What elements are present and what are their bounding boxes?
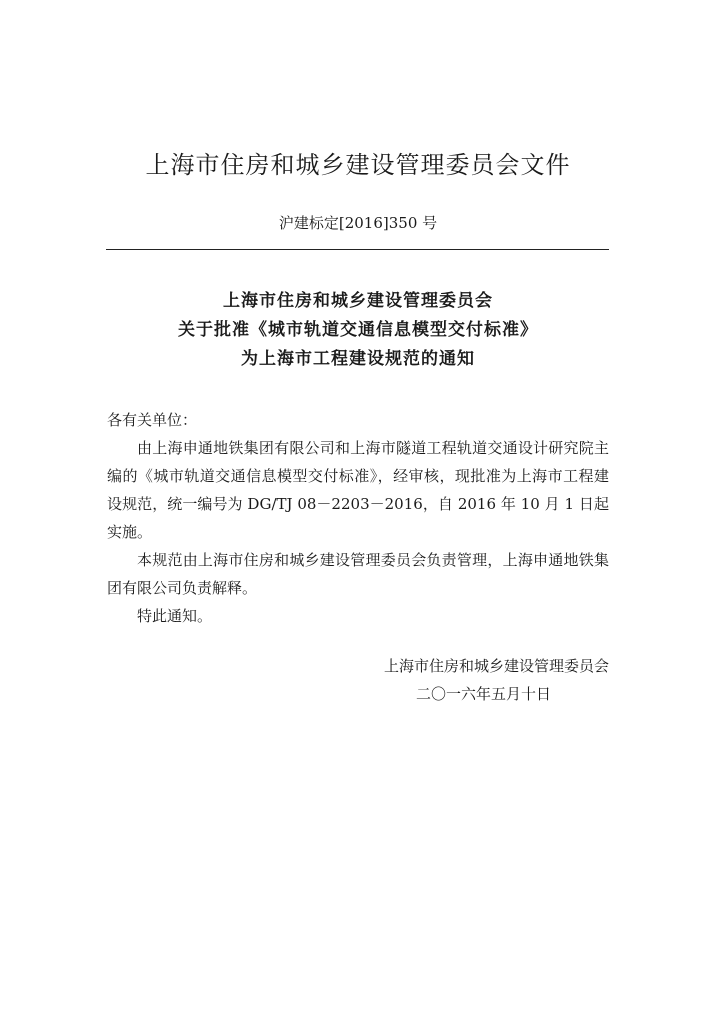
signoff-issuer: 上海市住房和城乡建设管理委员会 [383, 657, 609, 675]
signoff-date: 二〇一六年五月十日 [415, 685, 551, 703]
body-paragraph-1: 由上海申通地铁集团有限公司和上海市隧道工程轨道交通设计研究院主编的《城市轨道交通信息模型交付标准》，经审核，现批准为上海市工程建设规范，统一编号为 DG/TJ 08－2203－2016，自 2016 年 10 月 1 日起实施。 [107, 439, 609, 541]
salutation: 各有关单位： [107, 411, 198, 429]
signoff-block [384, 652, 609, 708]
body-paragraph-2: 本规范由上海市住房和城乡建设管理委员会负责管理，上海申通地铁集团有限公司负责解释。 [107, 551, 609, 597]
notice-heading-line-2: 关于批准《城市轨道交通信息模型交付标准》 [178, 320, 538, 340]
notice-body [107, 406, 609, 630]
document-number: 沪建标定[2016]350 号 [278, 214, 438, 232]
body-paragraph-3: 特此通知。 [137, 607, 213, 625]
issuing-authority-title: 上海市住房和城乡建设管理委员会文件 [145, 151, 571, 179]
notice-heading [0, 287, 716, 374]
notice-heading-line-1: 上海市住房和城乡建设管理委员会 [223, 291, 493, 311]
header-divider [106, 249, 609, 250]
notice-heading-line-3: 为上海市工程建设规范的通知 [241, 349, 475, 369]
